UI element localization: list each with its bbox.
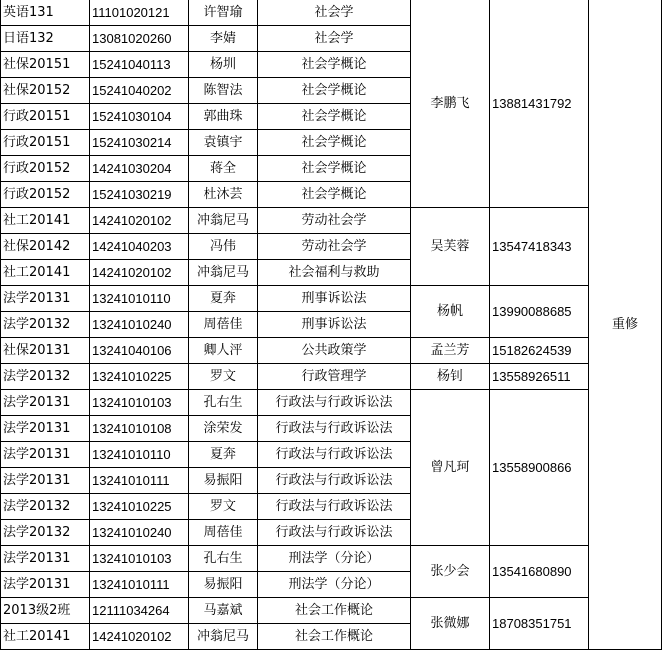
course-cell: 社会学概论 [258, 104, 411, 130]
teacher-name-cell: 李鹏飞 [411, 0, 490, 208]
student-id-cell: 14241040203 [90, 234, 189, 260]
table-row [1, 0, 662, 26]
student-id-cell: 13241010103 [90, 546, 189, 572]
student-id-cell: 13241010110 [90, 286, 189, 312]
table-row [1, 598, 662, 624]
course-cell: 刑法学（分论） [258, 546, 411, 572]
class-cell: 法学20132 [1, 494, 90, 520]
class-cell: 法学20132 [1, 312, 90, 338]
course-cell: 行政法与行政诉讼法 [258, 442, 411, 468]
course-cell: 社会学 [258, 0, 411, 26]
table-row [1, 364, 662, 390]
class-cell: 社工20141 [1, 208, 90, 234]
class-cell: 社保20131 [1, 338, 90, 364]
student-name-cell: 罗文 [189, 364, 258, 390]
student-name-cell: 冲翁尼马 [189, 624, 258, 650]
class-cell: 社保20152 [1, 78, 90, 104]
class-cell: 法学20132 [1, 364, 90, 390]
student-name-cell: 马嘉斌 [189, 598, 258, 624]
class-cell: 2013级2班 [1, 598, 90, 624]
student-id-cell: 13241010240 [90, 312, 189, 338]
class-cell: 法学20131 [1, 390, 90, 416]
table-row [1, 286, 662, 312]
course-cell: 社会学概论 [258, 130, 411, 156]
teacher-name-cell: 张微娜 [411, 598, 490, 650]
student-name-cell: 陈智法 [189, 78, 258, 104]
student-name-cell: 涂荣发 [189, 416, 258, 442]
teacher-phone-cell: 13881431792 [490, 0, 589, 208]
student-name-cell: 许智瑜 [189, 0, 258, 26]
student-name-cell: 夏奔 [189, 442, 258, 468]
course-cell: 行政管理学 [258, 364, 411, 390]
class-cell: 法学20132 [1, 520, 90, 546]
course-cell: 刑事诉讼法 [258, 312, 411, 338]
student-id-cell: 13241010108 [90, 416, 189, 442]
teacher-phone-cell: 13558900866 [490, 390, 589, 546]
class-cell: 法学20131 [1, 442, 90, 468]
table-row [1, 338, 662, 364]
table-row [1, 390, 662, 416]
student-name-cell: 郭曲珠 [189, 104, 258, 130]
teacher-name-cell: 张少会 [411, 546, 490, 598]
teacher-name-cell: 吴芙蓉 [411, 208, 490, 286]
course-cell: 社会工作概论 [258, 598, 411, 624]
class-cell: 法学20131 [1, 416, 90, 442]
student-id-cell: 15241030214 [90, 130, 189, 156]
student-name-cell: 周蓓佳 [189, 312, 258, 338]
student-id-cell: 15241040202 [90, 78, 189, 104]
class-cell: 社工20141 [1, 260, 90, 286]
student-name-cell: 卿人泙 [189, 338, 258, 364]
student-name-cell: 孔右生 [189, 390, 258, 416]
student-id-cell: 13081020260 [90, 26, 189, 52]
student-id-cell: 14241020102 [90, 624, 189, 650]
teacher-name-cell: 杨帆 [411, 286, 490, 338]
class-cell: 法学20131 [1, 286, 90, 312]
class-cell: 法学20131 [1, 468, 90, 494]
teacher-phone-cell: 13558926511 [490, 364, 589, 390]
table-body [1, 0, 662, 650]
student-id-cell: 14241030204 [90, 156, 189, 182]
student-name-cell: 易振阳 [189, 572, 258, 598]
student-name-cell: 冲翁尼马 [189, 208, 258, 234]
student-id-cell: 13241010111 [90, 572, 189, 598]
table-row [1, 546, 662, 572]
student-id-cell: 13241010110 [90, 442, 189, 468]
student-name-cell: 蒋全 [189, 156, 258, 182]
student-name-cell: 罗文 [189, 494, 258, 520]
student-id-cell: 15241040113 [90, 52, 189, 78]
student-name-cell: 夏奔 [189, 286, 258, 312]
course-cell: 劳动社会学 [258, 234, 411, 260]
student-name-cell: 袁镇宇 [189, 130, 258, 156]
course-cell: 社会学概论 [258, 52, 411, 78]
student-id-cell: 13241010225 [90, 494, 189, 520]
teacher-phone-cell: 18708351751 [490, 598, 589, 650]
student-id-cell: 14241020102 [90, 208, 189, 234]
student-name-cell: 杨圳 [189, 52, 258, 78]
student-id-cell: 13241010225 [90, 364, 189, 390]
teacher-phone-cell: 15182624539 [490, 338, 589, 364]
class-cell: 社保20142 [1, 234, 90, 260]
class-cell: 社保20151 [1, 52, 90, 78]
teacher-phone-cell: 13541680890 [490, 546, 589, 598]
student-id-cell: 15241030104 [90, 104, 189, 130]
class-cell: 英语131 [1, 0, 90, 26]
class-cell: 日语132 [1, 26, 90, 52]
course-cell: 行政法与行政诉讼法 [258, 494, 411, 520]
teacher-name-cell: 曾凡珂 [411, 390, 490, 546]
class-cell: 行政20151 [1, 104, 90, 130]
class-cell: 行政20152 [1, 156, 90, 182]
student-id-cell: 13241040106 [90, 338, 189, 364]
course-cell: 社会福利与救助 [258, 260, 411, 286]
student-name-cell: 易振阳 [189, 468, 258, 494]
course-cell: 社会学 [258, 26, 411, 52]
student-id-cell: 13241010111 [90, 468, 189, 494]
student-name-cell: 周蓓佳 [189, 520, 258, 546]
teacher-name-cell: 杨钊 [411, 364, 490, 390]
remark-cell: 重修 [589, 0, 662, 650]
class-cell: 行政20151 [1, 130, 90, 156]
course-cell: 社会学概论 [258, 156, 411, 182]
student-id-cell: 13241010103 [90, 390, 189, 416]
class-cell: 法学20131 [1, 572, 90, 598]
student-name-cell: 冲翁尼马 [189, 260, 258, 286]
course-cell: 社会学概论 [258, 78, 411, 104]
student-id-cell: 13241010240 [90, 520, 189, 546]
class-cell: 社工20141 [1, 624, 90, 650]
student-id-cell: 14241020102 [90, 260, 189, 286]
course-cell: 行政法与行政诉讼法 [258, 468, 411, 494]
teacher-name-cell: 孟兰芳 [411, 338, 490, 364]
course-cell: 刑事诉讼法 [258, 286, 411, 312]
student-name-cell: 李婧 [189, 26, 258, 52]
course-cell: 行政法与行政诉讼法 [258, 390, 411, 416]
course-cell: 行政法与行政诉讼法 [258, 520, 411, 546]
course-cell: 劳动社会学 [258, 208, 411, 234]
course-cell: 社会工作概论 [258, 624, 411, 650]
student-id-cell: 15241030219 [90, 182, 189, 208]
student-id-cell: 11101020121 [90, 0, 189, 26]
course-cell: 公共政策学 [258, 338, 411, 364]
student-name-cell: 孔右生 [189, 546, 258, 572]
teacher-phone-cell: 13990088685 [490, 286, 589, 338]
course-cell: 刑法学（分论） [258, 572, 411, 598]
student-id-cell: 12111034264 [90, 598, 189, 624]
course-cell: 行政法与行政诉讼法 [258, 416, 411, 442]
course-cell: 社会学概论 [258, 182, 411, 208]
student-name-cell: 冯伟 [189, 234, 258, 260]
class-cell: 行政20152 [1, 182, 90, 208]
student-name-cell: 杜沐芸 [189, 182, 258, 208]
table-row [1, 208, 662, 234]
teacher-phone-cell: 13547418343 [490, 208, 589, 286]
class-cell: 法学20131 [1, 546, 90, 572]
